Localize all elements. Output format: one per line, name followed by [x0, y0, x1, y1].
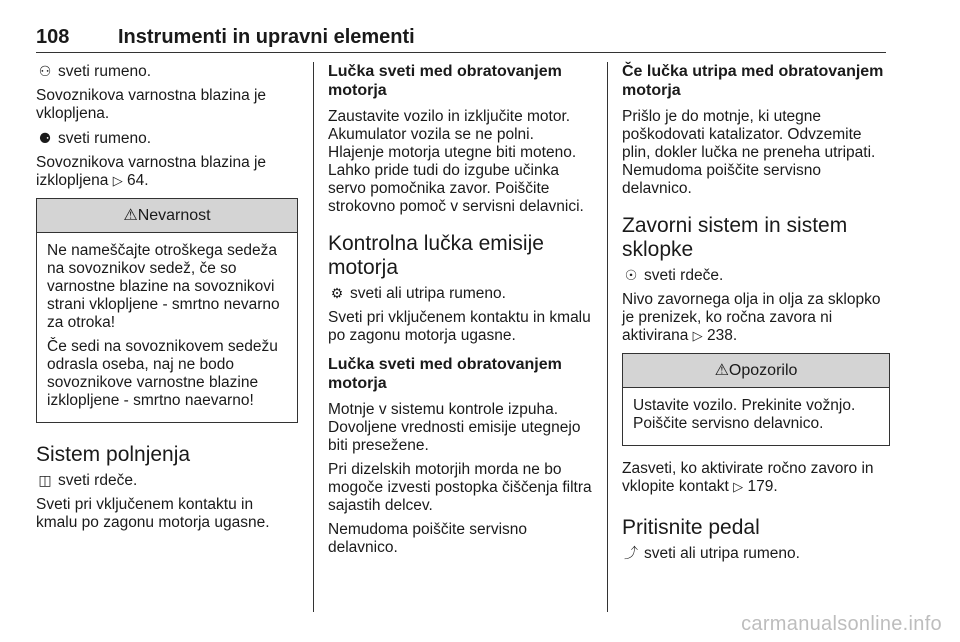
caution-text: Ustavite vozilo. Prekinite vožnjo. Poiščite servisno delavnico. [633, 397, 856, 432]
danger-box-header: ⚠Nevarnost [37, 199, 297, 233]
column-3 [622, 62, 890, 569]
column-divider [313, 62, 314, 612]
section-heading-brake: Zavorni sistem in sistem sklopke [622, 214, 848, 261]
danger-text-2: Če sedi na sovoznikovem sedežu odrasla oseba, naj ne bodo sovoznikove varnostne blazine izklopljene - smrtno naevarno! [47, 338, 278, 409]
page-reference[interactable]: 179. [747, 478, 778, 495]
danger-box-body [37, 233, 297, 422]
emission-text-1: Motnje v sistemu kontrole izpuha. Dovoljene vrednosti emisije utegnejo biti presežene. [328, 401, 581, 454]
emission-line: ⚙ sveti ali utripa rumeno. [328, 284, 593, 303]
subheading-lamp-on: Lučka sveti med obratovanjem motorja [328, 63, 562, 99]
page-number: 108 [36, 26, 70, 48]
airbag-on-line: ⚇ sveti rumeno. [36, 62, 298, 81]
battery-icon: ◫ [38, 472, 52, 488]
airbag-off-line: ⚈ sveti rumeno. [36, 129, 298, 148]
column-1 [36, 62, 298, 538]
emission-text-2: Pri dizelskih motorjih morda ne bo mogoče izvesti postopka čiščenja filtra sajastih delcev. [328, 461, 592, 514]
page-header [36, 22, 886, 53]
brake-text: Nivo zavornega olja in olja za sklopko je prenizek, ko ročna zavora ni aktivirana ▷ 238. [622, 291, 881, 344]
page-reference[interactable]: 238. [706, 327, 738, 344]
emission-text: Sveti pri vključenem kontaktu in kmalu po zagonu motorja ugasne. [328, 309, 591, 344]
reference-arrow-icon: ▷ [733, 479, 744, 494]
subheading-emission-lamp-on: Lučka sveti med obratovanjem motorja [328, 356, 562, 392]
brake-line: ☉ sveti rdeče. [622, 266, 890, 285]
page-title: Instrumenti in upravni elementi [118, 26, 415, 48]
depress-pedal-icon: ⤴ [624, 545, 638, 561]
caution-box-body [623, 388, 889, 445]
brake-text-2: Zasveti, ko aktivirate ročno zavoro in vklopite kontakt ▷ 179. [622, 460, 874, 495]
page-reference[interactable]: 64. [127, 172, 149, 189]
emission-text-3: Nemudoma poiščite servisno delavnico. [328, 521, 528, 556]
airbag-off-icon: ⚈ [38, 130, 52, 146]
column-divider [607, 62, 608, 612]
engine-check-icon: ⚙ [330, 285, 344, 301]
airbag-off-text: Sovoznikova varnostna blazina je izklopljena ▷ 64. [36, 154, 267, 189]
reference-arrow-icon: ▷ [112, 173, 123, 188]
caution-box [622, 353, 890, 446]
warning-triangle-icon: ⚠ [123, 207, 138, 224]
airbag-on-icon: ⚇ [38, 63, 52, 79]
pedal-line: ⤴ sveti ali utripa rumeno. [624, 545, 800, 562]
danger-text-1: Ne nameščajte otroškega sedeža na sovoznikov sedež, če so varnostne blazine na sovoznikovi strani vklopljene - smrtno nevarno za otroka! [47, 242, 280, 331]
watermark: carmanualsonline.info [741, 613, 942, 635]
reference-arrow-icon: ▷ [692, 328, 703, 343]
section-heading-emission: Kontrolna lučka emisije motorja [328, 232, 544, 279]
column-2 [328, 62, 593, 563]
airbag-on-text: Sovoznikova varnostna blazina je vklopljena. [36, 87, 267, 122]
warning-triangle-icon: ⚠ [714, 362, 729, 379]
brake-system-icon: ☉ [624, 267, 638, 283]
section-heading-pedal: Pritisnite pedal [622, 516, 760, 539]
charging-text: Sveti pri vključenem kontaktu in kmalu po zagonu motorja ugasne. [36, 496, 270, 531]
blink-text: Prišlo je do motnje, ki utegne poškodovati katalizator. Odvzemite plin, dokler lučka ne preneha utripati. Nemudoma poiščite servisno delavnico. [622, 108, 876, 197]
lamp-on-text: Zaustavite vozilo in izključite motor. Akumulator vozila se ne polni. Hlajenje motorja utegne biti moteno. Lahko pride tudi do izgube učinka servo pomočnika zavor. Poiščite strokovno pomoč v servisni delavnici. [328, 108, 584, 215]
caution-box-header: ⚠Opozorilo [623, 354, 889, 388]
charging-line: ◫ sveti rdeče. [36, 471, 298, 490]
section-heading-charging: Sistem polnjenja [36, 443, 191, 466]
danger-box [36, 198, 298, 423]
subheading-blink: Če lučka utripa med obratovanjem motorja [622, 63, 884, 99]
